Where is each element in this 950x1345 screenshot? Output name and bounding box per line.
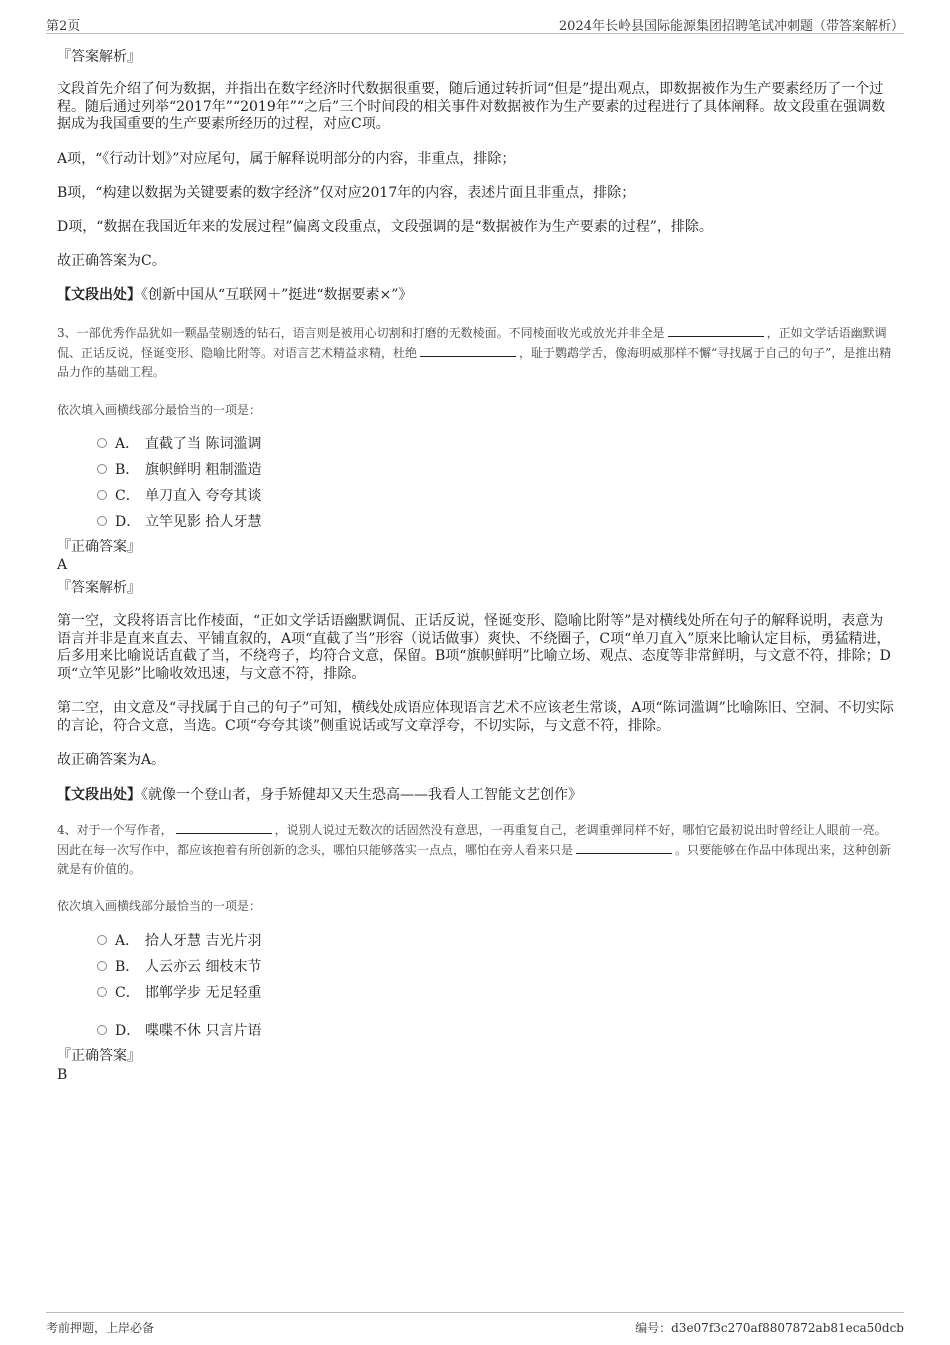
final-answer: 故正确答案为C。 [57,253,166,269]
radio-icon[interactable] [97,961,107,971]
option-d[interactable] [57,1019,897,1045]
footer-slogan: 考前押题，上岸必备 [46,1321,155,1335]
option-text: 旗帜鲜明 粗制滥造 [145,462,262,478]
analysis-label: 『答案解析』 [57,580,141,596]
option-text: 立竿见影 拾人牙慧 [145,514,262,530]
option-text: 拾人牙慧 吉光片羽 [145,933,262,949]
option-b[interactable] [57,458,897,484]
option-b[interactable] [57,955,897,981]
correct-answer: A [57,557,68,573]
option-letter: A． [115,436,140,452]
document-title: 2024年长岭县国际能源集团招聘笔试冲刺题（带答案解析） [558,19,904,34]
page-header [46,13,904,34]
final-answer: 故正确答案为A。 [57,752,166,768]
radio-icon[interactable] [97,438,107,448]
answer-blank [420,344,516,357]
question-prompt: 依次填入画横线部分最恰当的一项是： [57,403,262,417]
option-letter: D． [115,514,141,530]
radio-icon[interactable] [97,516,107,526]
option-c[interactable] [57,981,897,1007]
stem-text: ，耻于鹦鹉学舌，像海明威那样不懈“寻找属于自己的句子”，是推出精品力作的基础工程。 [57,345,892,379]
option-text: 喋喋不休 只言片语 [145,1023,262,1039]
option-a[interactable] [57,432,897,458]
stem-text: 。只要能够在作品中体现出来，这种创新就是有价值的。 [57,842,892,876]
option-letter: B． [115,959,140,975]
option-b-analysis: B项，“构建以数据为关键要素的数字经济”仅对应2017年的内容，表述片面且非重点，排除； [57,185,636,201]
page-number: 第2页 [46,19,81,34]
option-d-analysis: D项，“数据在我国近年来的发展过程”偏离文段重点，文段强调的是“数据被作为生产要素的过程”，排除。 [57,219,713,235]
option-letter: C． [115,985,140,1001]
source-label: 【文段出处】 [57,287,141,303]
radio-icon[interactable] [97,464,107,474]
radio-icon[interactable] [97,490,107,500]
source-line [57,787,897,805]
stem-text: ，说别人说过无数次的话固然没有意思，一再重复自己，老调重弹同样不好，哪怕它最初说出时曾经让人眼前一亮。因此在每一次写作中，都应该抱着有所创新的念头，哪怕只能够落实一点点，哪怕在旁人看来只是 [57,823,887,857]
option-c[interactable] [57,484,897,510]
question-3-stem [57,324,897,383]
radio-icon[interactable] [97,935,107,945]
option-letter: C． [115,488,140,504]
option-a[interactable] [57,929,897,955]
answer-blank [576,841,672,854]
analysis-paragraph: 文段首先介绍了何为数据，并指出在数字经济时代数据很重要，随后通过转折词“但是”提出观点，即数据被作为生产要素经历了一个过程。随后通过列举“2017年”“2019年”“之后”三个时间段的相关事件对数据被作为生产要素的过程进行了具体阐释。故文段重在强调数据成为我国重要的生产要素所经历的过程，对应C项。 [57,81,886,132]
source-line [57,287,897,305]
document-id: 编号：d3e07f3c270af8807872ab81eca50dcb [635,1321,904,1335]
analysis-paragraph: 第一空，文段将语言比作棱面，“正如文学话语幽默调侃、正话反说，怪诞变形、隐喻比附等”是对横线处所在句子的解释说明，表意为语言并非是直来直去、平铺直叙的，A项“直截了当”形容（说话做事）爽快、不绕圈子，C项“单刀直入”原来比喻认定目标，勇猛精进，后多用来比喻说话直截了当，不绕弯子，均符合文意，保留。B项“旗帜鲜明”比喻立场、观点、态度等非常鲜明，与文意不符，排除；D项“立竿见影”比喻收效迅速，与文意不符，排除。 [57,613,891,682]
option-text: 单刀直入 夸夸其谈 [145,488,262,504]
stem-text: 3、一部优秀作品犹如一颗晶莹剔透的钻石，语言则是被用心切割和打磨的无数棱面。不同棱面收光或放光并非全是 [57,326,665,340]
source-label: 【文段出处】 [57,787,141,803]
option-letter: D． [115,1023,141,1039]
page-footer [46,1312,904,1337]
answer-blank [668,324,764,337]
question-4-options [57,929,897,1045]
radio-icon[interactable] [97,1025,107,1035]
correct-answer-label: 『正确答案』 [57,1048,141,1064]
radio-icon[interactable] [97,987,107,997]
option-letter: A． [115,933,140,949]
option-letter: B． [115,462,140,478]
source-title: 《就像一个登山者，身手矫健却又天生恐高——我看人工智能文艺创作》 [141,787,582,803]
correct-answer: B [57,1067,68,1083]
option-text: 直截了当 陈词滥调 [145,436,262,452]
analysis-label: 『答案解析』 [57,49,141,65]
question-3-options [57,432,897,536]
option-text: 人云亦云 细枝末节 [145,959,262,975]
analysis-paragraph: 第二空，由文意及“寻找属于自己的句子”可知，横线处成语应体现语言艺术不应该老生常谈，A项“陈词滥调”比喻陈旧、空洞、不切实际的言论，符合文意，当选。C项“夸夸其谈”侧重说话或写文章浮夸，不切实际，与文意不符，排除。 [57,700,894,734]
stem-text: ，正如文学话语幽默调侃、正话反说，怪诞变形、隐喻比附等。对语言艺术精益求精，杜绝 [57,326,887,360]
option-text: 邯郸学步 无足轻重 [145,985,262,1001]
question-prompt: 依次填入画横线部分最恰当的一项是： [57,899,262,913]
stem-text: 4、对于一个写作者， [57,823,173,837]
answer-blank [176,821,272,834]
question-4-stem [57,821,897,880]
option-a-analysis: A项，“《行动计划》”对应尾句，属于解释说明部分的内容，非重点，排除； [57,151,516,167]
option-d[interactable] [57,510,897,536]
source-title: 《创新中国从“互联网＋”挺进“数据要素×”》 [141,287,413,303]
correct-answer-label: 『正确答案』 [57,539,141,555]
